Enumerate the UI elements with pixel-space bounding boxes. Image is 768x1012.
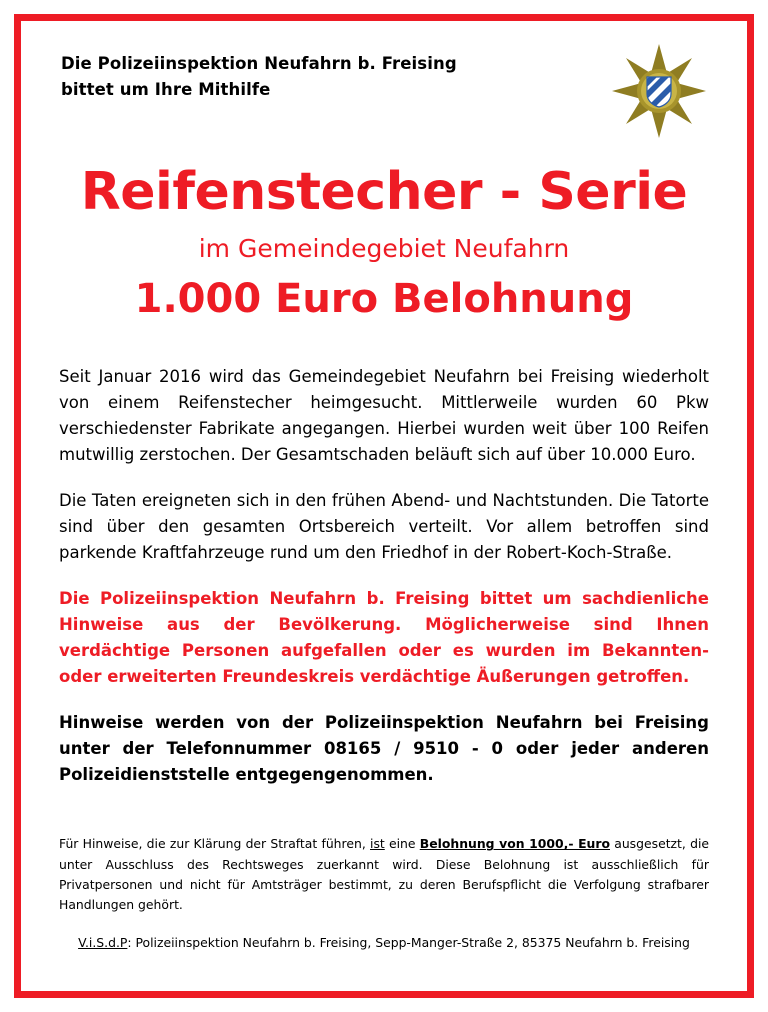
fineprint-reward-amount: Belohnung von 1000,- Euro — [419, 836, 610, 852]
paragraph-contact: Hinweise werden von der Polizeiinspektion Neufahrn bei Freising unter der Telefonnummer 08165 / 9510 - 0 oder jeder anderen Polizeidienststelle entgegengenommen. — [59, 713, 709, 785]
page-title: Reifenstecher - Serie — [80, 162, 688, 222]
header-line-2: bittet um Ihre Mithilfe — [61, 79, 271, 99]
visdp-label: V.i.S.d.P — [78, 934, 128, 950]
imprint-visdp — [51, 935, 717, 950]
poster-frame — [14, 14, 754, 998]
page-subtitle: im Gemeindegebiet Neufahrn — [198, 233, 570, 263]
fineprint-part-1: Für Hinweise, die zur Klärung der Straftat führen, — [59, 836, 370, 852]
fineprint-part-3: eine — [384, 836, 420, 852]
paragraph-appeal: Die Polizeiinspektion Neufahrn b. Freising bittet um sachdienliche Hinweise aus der Bevölkerung. Möglicherweise sind Ihnen verdächtige Personen aufgefallen oder es wurden im Bekannten- oder erweiterten Freundeskreis verdächtige Äußerungen getroffen. — [59, 589, 709, 687]
fineprint-part-2: ist — [370, 836, 385, 852]
header-line-1: Die Polizeiinspektion Neufahrn b. Freising — [61, 54, 457, 73]
header-text-block — [51, 43, 457, 102]
bavarian-police-star-icon — [607, 43, 711, 139]
fineprint-reward-terms — [51, 834, 717, 914]
reward-headline: 1.000 Euro Belohnung — [134, 275, 634, 322]
fineprint-part-5: ausgesetzt, die unter Ausschluss des Rechtsweges zuerkannt wird. Diese Belohnung ist ausschließlich für Privatpersonen und nicht für Amtsträger bestimmt, zu deren Berufspflicht die Verfolgung strafbarer Handlungen gehört. — [59, 836, 710, 912]
visdp-address: : Polizeiinspektion Neufahrn b. Freising, Sepp-Manger-Straße 2, 85375 Neufahrn b. Freising — [127, 934, 690, 950]
body-text — [51, 364, 717, 789]
paragraph-crime-times: Die Taten ereigneten sich in den frühen Abend- und Nachtstunden. Die Tatorte sind über den gesamten Ortsbereich verteilt. Vor allem betroffen sind parkende Kraftfahrzeuge rund um den Friedhof in der Robert-Koch-Straße. — [59, 490, 709, 562]
paragraph-case-summary: Seit Januar 2016 wird das Gemeindegebiet Neufahrn bei Freising wiederholt von einem Reifenstecher heimgesucht. Mittlerweile wurden 60 Pkw verschiedenster Fabrikate angegangen. Hierbei wurden weit über 100 Reifen mutwillig zerstochen. Der Gesamtschaden beläuft sich auf über 10.000 Euro. — [59, 366, 709, 464]
poster-header — [51, 43, 717, 139]
